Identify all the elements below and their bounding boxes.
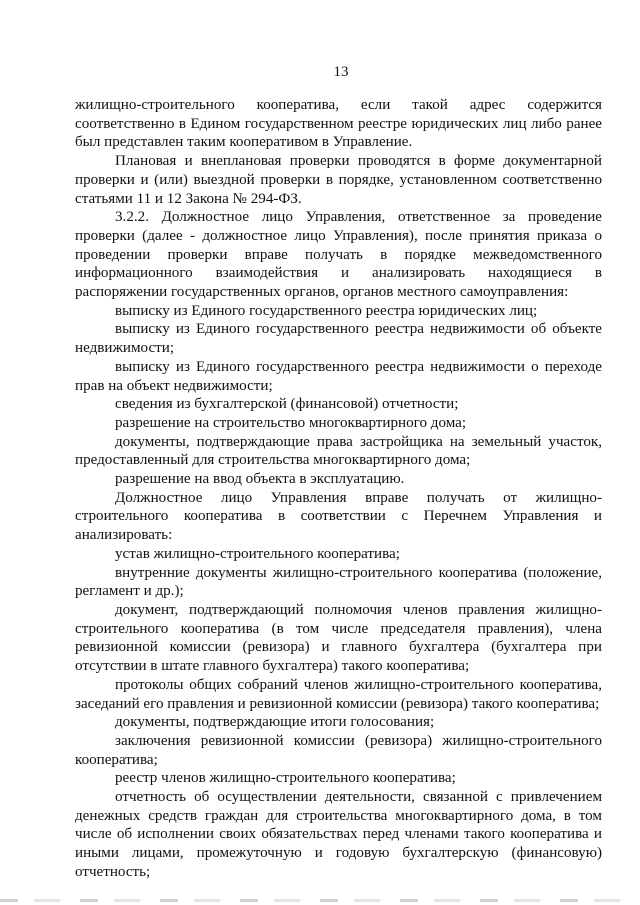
paragraph-continuation: жилищно-строительного кооператива, если такой адрес содержится соответственно в Едином государственном реестре юридических лиц либо ранее был представлен таким кооперативом в Управление. bbox=[75, 97, 602, 151]
list-item: устав жилищно-строительного кооператива; bbox=[115, 545, 400, 562]
list-item: заключения ревизионной комиссии (ревизора) жилищно-строительного кооператива; bbox=[75, 732, 602, 768]
list-item: отчетность об осуществлении деятельности, связанной с привлечением денежных средств граждан для строительства многоквартирного дома, в том числе об исполнении своих обязательствах перед членами такого кооператива и иными лицами, промежуточную и годовую бухгалтерскую (финансовую) отчетность; bbox=[75, 789, 602, 880]
list-item: документы, подтверждающие итоги голосования; bbox=[115, 714, 435, 731]
list-item: внутренние документы жилищно-строительного кооператива (положение, регламент и др.); bbox=[75, 564, 602, 600]
document-body bbox=[75, 96, 602, 882]
list-item: протоколы общих собраний членов жилищно-строительного кооператива, заседаний его правления и ревизионной комиссии (ревизора) такого кооператива; bbox=[75, 676, 602, 712]
list-item: реестр членов жилищно-строительного кооператива; bbox=[115, 770, 456, 787]
list-item: выписку из Единого государственного реестра недвижимости об объекте недвижимости; bbox=[75, 321, 602, 357]
paragraph-official-may-obtain: Должностное лицо Управления вправе получать от жилищно-строительного кооператива в соответствии с Перечнем Управления и анализировать: bbox=[75, 489, 602, 544]
paragraph-section-3-2-2: 3.2.2. Должностное лицо Управления, ответственное за проведение проверки (далее - должностное лицо Управления), после принятия приказа о проведении проверки вправе получать в порядке межведомственного информационного взаимодействия и анализировать находящиеся в распоряжении государственных органов, органов местного самоуправления: bbox=[75, 209, 602, 301]
list-item: выписку из Единого государственного реестра юридических лиц; bbox=[115, 302, 538, 319]
scan-edge-artifact bbox=[0, 899, 640, 902]
list-item: выписку из Единого государственного реестра недвижимости о переходе прав на объект недвижимости; bbox=[75, 358, 602, 394]
list-item: разрешение на строительство многоквартирного дома; bbox=[115, 414, 467, 431]
list-item: документ, подтверждающий полномочия членов правления жилищно-строительного кооператива (в том числе председателя правления), члена ревизионной комиссии (ревизора) и главного бухгалтера (бухгалтера при отсутствии в штате главного бухгалтера) такого кооператива; bbox=[75, 601, 602, 675]
list-item: разрешение на ввод объекта в эксплуатацию. bbox=[115, 471, 405, 488]
paragraph-inspections-form: Плановая и внеплановая проверки проводятся в форме документарной проверки и (или) выездной проверки в порядке, установленном соответственно статьями 11 и 12 Закона № 294-ФЗ. bbox=[75, 153, 602, 207]
list-item: сведения из бухгалтерской (финансовой) отчетности; bbox=[115, 396, 459, 413]
page-number: 13 bbox=[333, 64, 349, 80]
list-item: документы, подтверждающие права застройщика на земельный участок, предоставленный для строительства многоквартирного дома; bbox=[75, 433, 602, 469]
